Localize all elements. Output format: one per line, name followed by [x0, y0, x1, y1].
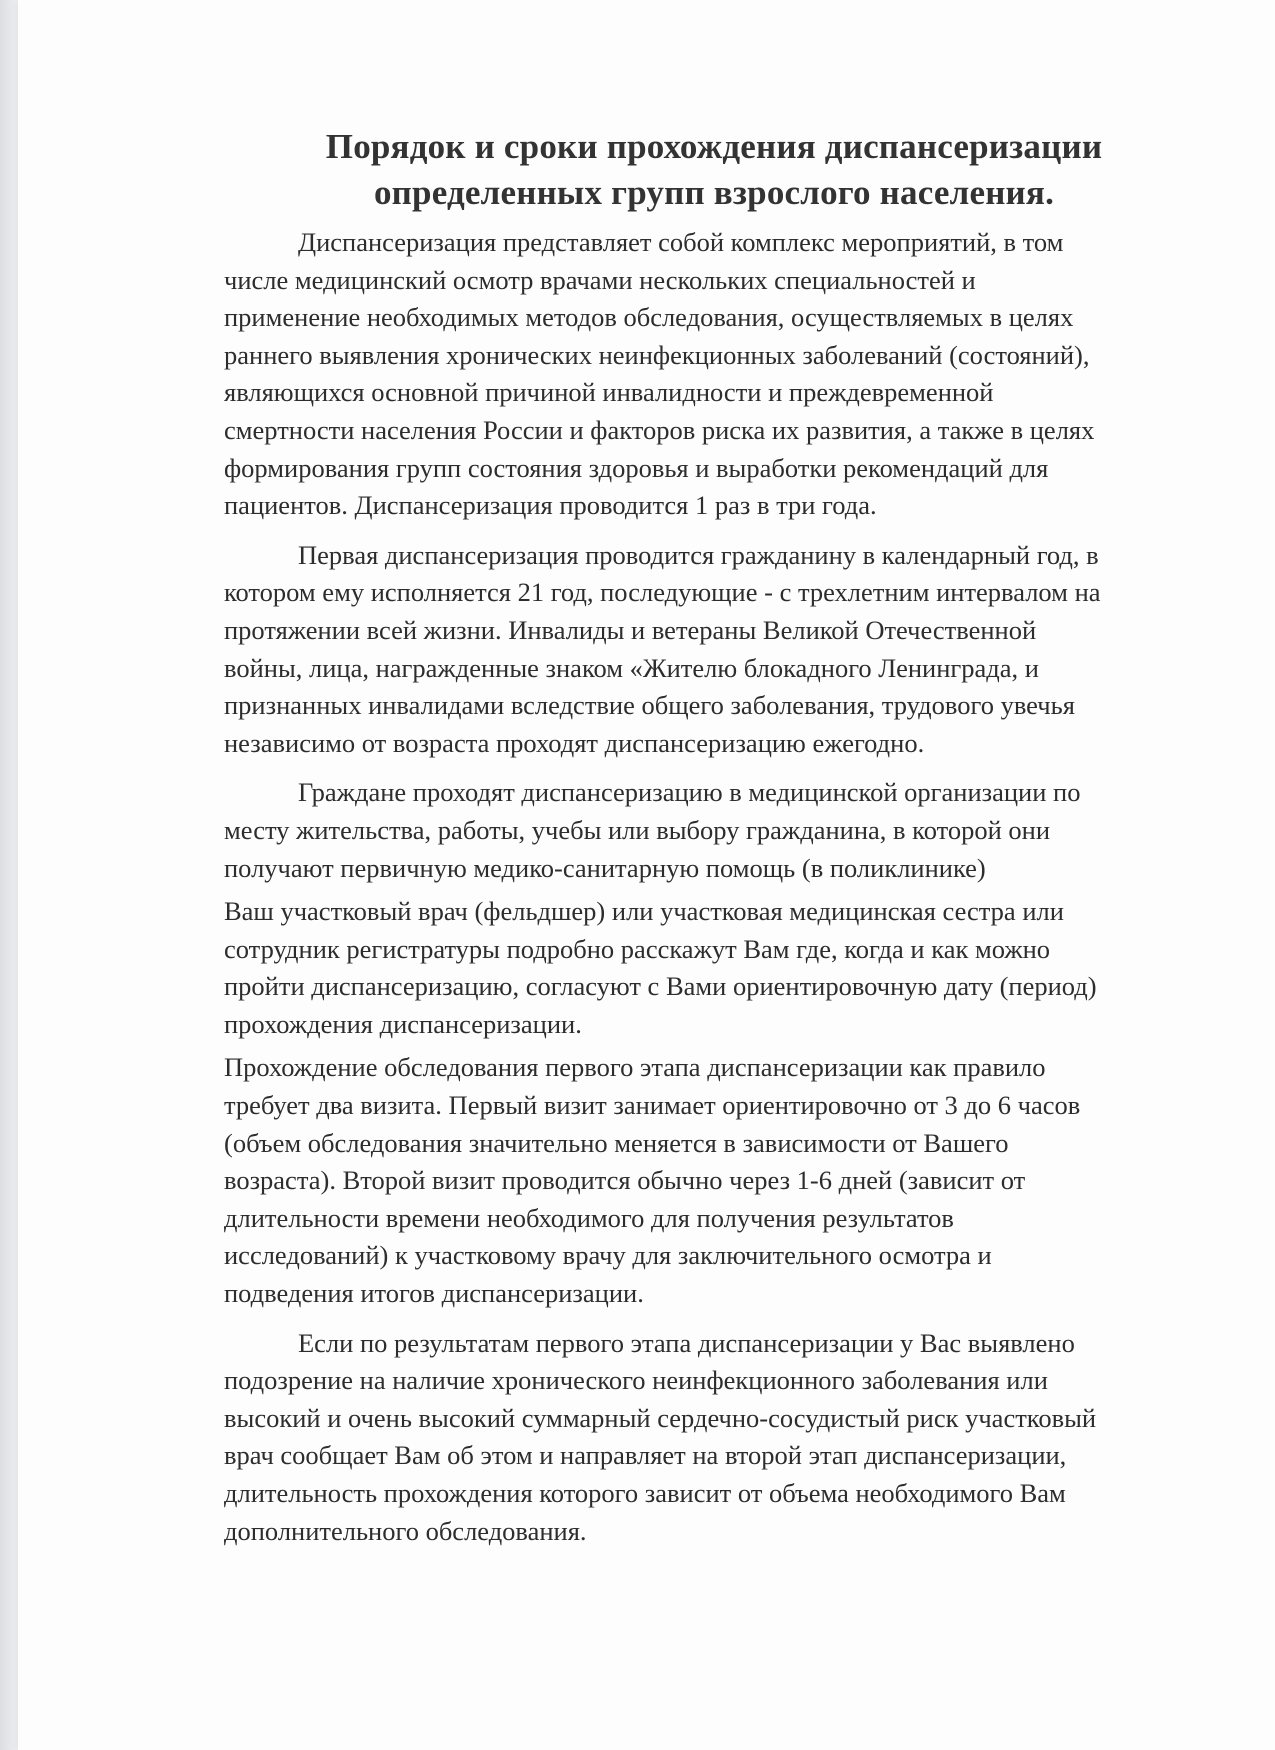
text-line: требует два визита. Первый визит занимает ориентировочно от 3 до 6 часов — [224, 1090, 1081, 1121]
text-line: сотрудник регистратуры подробно расскажут Вам где, когда и как можно — [224, 933, 1051, 964]
text-line: применение необходимых методов обследования, осуществляемых в целях — [224, 302, 1074, 333]
text-line: прохождения диспансеризации. — [224, 1008, 582, 1039]
text-line: подозрение на наличие хронического неинфекционного заболевания или — [224, 1365, 1048, 1396]
text-line: получают первичную медико-санитарную помощь (в поликлинике) — [224, 852, 986, 883]
text-line: (объем обследования значительно меняется в зависимости от Вашего — [224, 1127, 1009, 1158]
text-line: пройти диспансеризацию, согласуют с Вами ориентировочную дату (период) — [224, 971, 1097, 1002]
paragraph-first-checkup — [224, 537, 1204, 763]
text-line: Если по результатам первого этапа диспансеризации у Вас выявлено — [298, 1327, 1075, 1358]
text-line: подведения итогов диспансеризации. — [224, 1278, 644, 1309]
paragraph-definition — [224, 224, 1204, 525]
paragraph-where — [224, 774, 1204, 887]
scan-edge — [0, 0, 18, 1750]
text-line: пациентов. Диспансеризация проводится 1 раз в три года. — [224, 490, 877, 521]
text-line: котором ему исполняется 21 год, последующие - с трехлетним интервалом на — [224, 577, 1101, 608]
text-line: протяжении всей жизни. Инвалиды и ветераны Великой Отечественной — [224, 614, 1037, 645]
text-line: Диспансеризация представляет собой комплекс мероприятий, в том — [298, 227, 1064, 257]
text-line: смертности населения России и факторов риска их развития, а также в целях — [224, 414, 1095, 445]
text-line: признанных инвалидами вследствие общего заболевания, трудового увечья — [224, 690, 1075, 721]
document-title — [224, 124, 1204, 216]
text-line: Ваш участковый врач (фельдшер) или участковая медицинская сестра или — [224, 896, 1064, 927]
title-line: определенных групп взрослого населения. — [373, 173, 1055, 212]
text-line: Граждане проходят диспансеризацию в медицинской организации по — [298, 777, 1081, 808]
paragraph-second-stage — [224, 1325, 1204, 1551]
text-line: возраста). Второй визит проводится обычно через 1-6 дней (зависит от — [224, 1165, 1026, 1196]
text-line: дополнительного обследования. — [224, 1515, 587, 1546]
scanned-page — [18, 0, 1275, 1750]
paragraph-visits — [224, 1049, 1204, 1312]
text-line: месту жительства, работы, учебы или выбору гражданина, в которой они — [224, 814, 1051, 845]
text-line: высокий и очень высокий суммарный сердечно-сосудистый риск участковый — [224, 1402, 1097, 1433]
text-line: врач сообщает Вам об этом и направляет на второй этап диспансеризации, — [224, 1440, 1067, 1471]
text-line: формирования групп состояния здоровья и выработки рекомендаций для — [224, 452, 1049, 483]
document-body — [224, 124, 1204, 1550]
text-line: числе медицинский осмотр врачами нескольких специальностей и — [224, 264, 976, 295]
text-line: Первая диспансеризация проводится гражданину в календарный год, в — [298, 539, 1099, 570]
text-line: длительности времени необходимого для получения результатов — [224, 1202, 954, 1233]
text-line: раннего выявления хронических неинфекционных заболеваний (состояний), — [224, 339, 1090, 370]
text-line: исследований) к участковому врачу для заключительного осмотра и — [224, 1240, 992, 1271]
paragraph-doctor — [224, 893, 1204, 1043]
text-line: длительность прохождения которого зависит от объема необходимого Вам — [224, 1478, 1066, 1508]
text-line: независимо от возраста проходят диспансеризацию ежегодно. — [224, 727, 925, 758]
text-line: войны, лица, награжденные знаком «Жителю блокадного Ленинграда, и — [224, 652, 1039, 683]
text-line: являющихся основной причиной инвалидности и преждевременной — [224, 377, 994, 408]
text-line: Прохождение обследования первого этапа диспансеризации как правило — [224, 1052, 1046, 1083]
title-line: Порядок и сроки прохождения диспансеризации — [325, 127, 1103, 166]
